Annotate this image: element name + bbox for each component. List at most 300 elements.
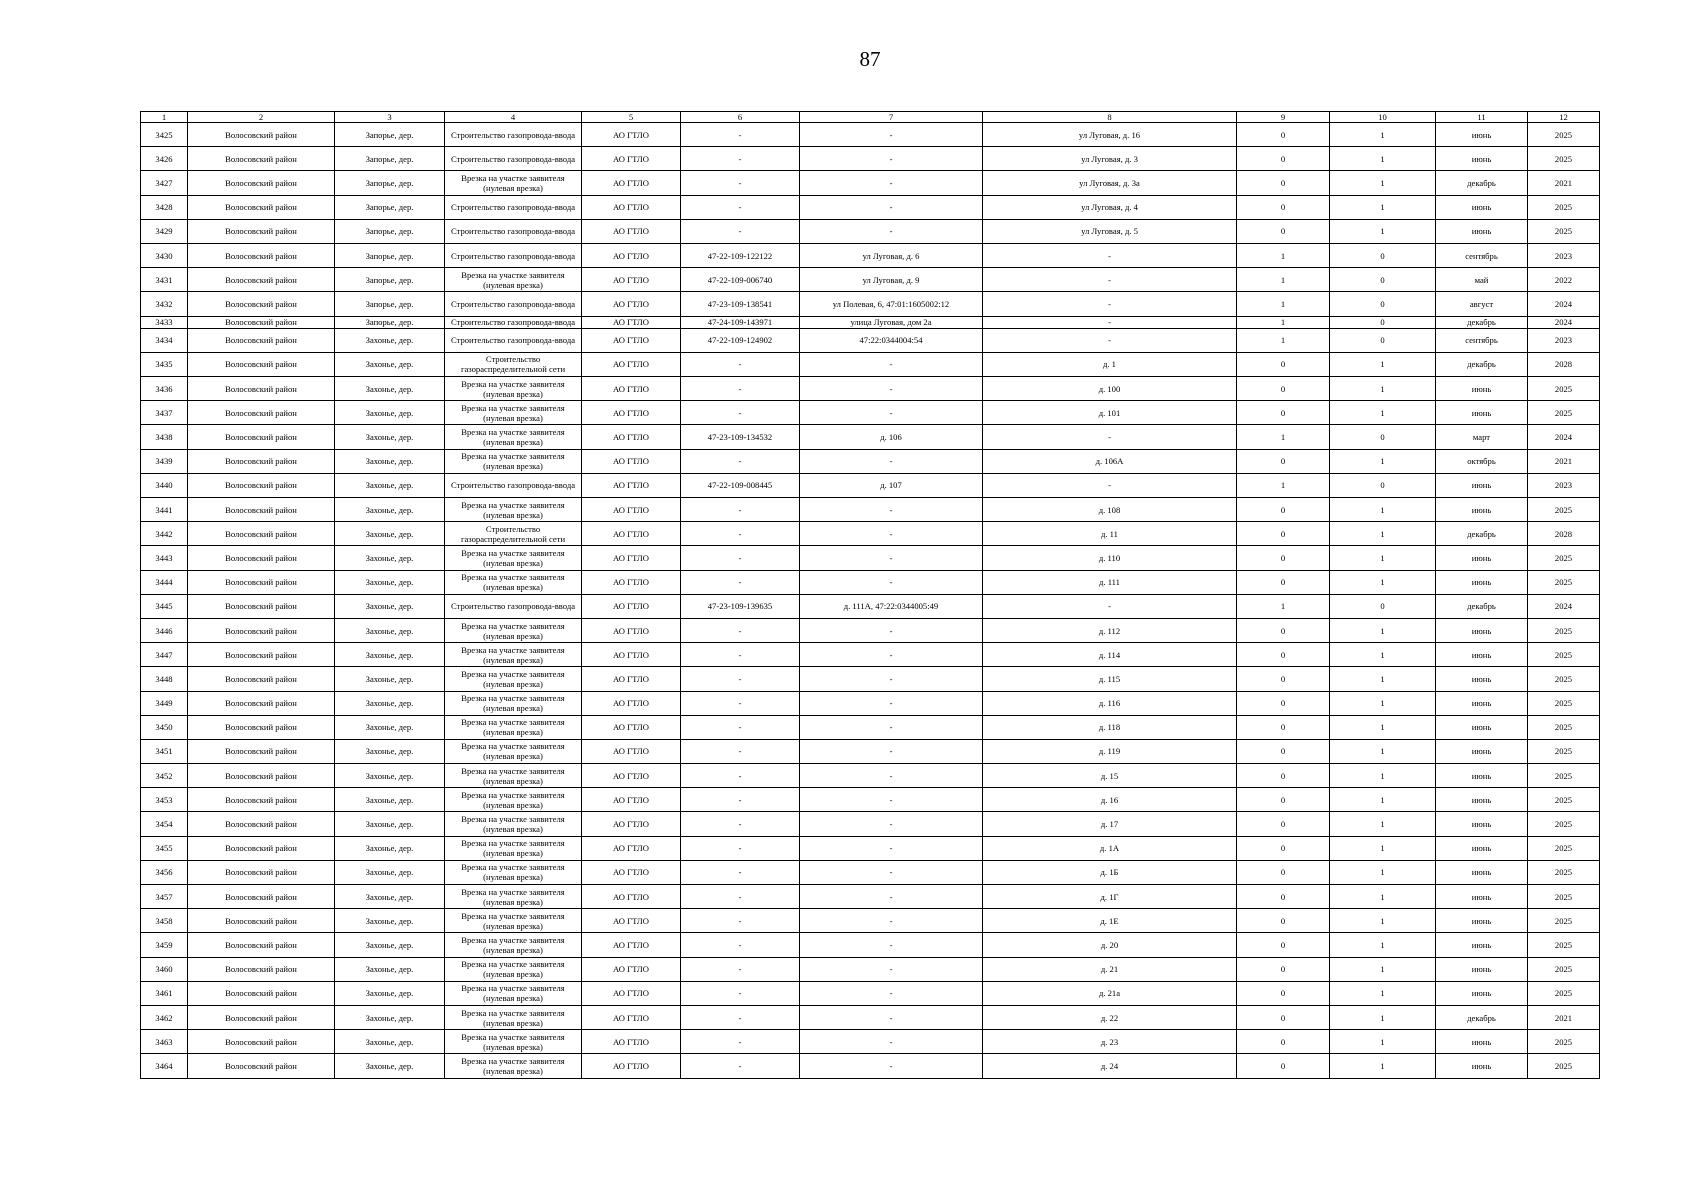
year-cell: 2025 <box>1528 219 1600 243</box>
table-row <box>141 812 1600 836</box>
organization-cell: АО ГТЛО <box>582 812 681 836</box>
year-cell: 2025 <box>1528 498 1600 522</box>
count-cell: 0 <box>1237 147 1330 171</box>
district-cell: Волосовский район <box>188 957 335 981</box>
count-cell: 0 <box>1237 860 1330 884</box>
count-cell: 0 <box>1237 739 1330 763</box>
row-number: 3445 <box>141 594 188 618</box>
settlement-cell: Захонье, дер. <box>335 498 445 522</box>
code-cell: 47-22-109-008445 <box>681 473 800 497</box>
count-cell: 0 <box>1237 885 1330 909</box>
year-cell: 2023 <box>1528 243 1600 267</box>
code-cell: - <box>681 195 800 219</box>
count-cell: 1 <box>1330 788 1436 812</box>
object-cell: - <box>800 401 983 425</box>
table-row <box>141 522 1600 546</box>
organization-cell: АО ГТЛО <box>582 425 681 449</box>
work-type-cell: Врезка на участке заявителя (нулевая врезка) <box>445 860 582 884</box>
month-cell: июнь <box>1436 667 1528 691</box>
code-cell: - <box>681 812 800 836</box>
count-cell: 0 <box>1237 812 1330 836</box>
count-cell: 1 <box>1330 667 1436 691</box>
count-cell: 1 <box>1330 618 1436 642</box>
object-cell: - <box>800 933 983 957</box>
count-cell: 0 <box>1237 667 1330 691</box>
organization-cell: АО ГТЛО <box>582 618 681 642</box>
count-cell: 0 <box>1330 243 1436 267</box>
count-cell: 0 <box>1237 377 1330 401</box>
organization-cell: АО ГТЛО <box>582 885 681 909</box>
organization-cell: АО ГТЛО <box>582 691 681 715</box>
count-cell: 1 <box>1330 570 1436 594</box>
district-cell: Волосовский район <box>188 885 335 909</box>
address-cell: д. 106А <box>983 449 1237 473</box>
row-number: 3453 <box>141 788 188 812</box>
row-number: 3464 <box>141 1054 188 1078</box>
count-cell: 1 <box>1330 957 1436 981</box>
year-cell: 2025 <box>1528 764 1600 788</box>
row-number: 3461 <box>141 981 188 1005</box>
year-cell: 2025 <box>1528 957 1600 981</box>
code-cell: - <box>681 1005 800 1029</box>
code-cell: - <box>681 739 800 763</box>
work-type-cell: Врезка на участке заявителя (нулевая врезка) <box>445 449 582 473</box>
work-type-cell: Строительство газораспределительной сети <box>445 522 582 546</box>
settlement-cell: Запорье, дер. <box>335 316 445 328</box>
district-cell: Волосовский район <box>188 292 335 316</box>
object-cell: - <box>800 546 983 570</box>
district-cell: Волосовский район <box>188 219 335 243</box>
year-cell: 2021 <box>1528 171 1600 195</box>
count-cell: 0 <box>1330 268 1436 292</box>
column-header: 11 <box>1436 112 1528 123</box>
settlement-cell: Захонье, дер. <box>335 546 445 570</box>
count-cell: 0 <box>1237 171 1330 195</box>
object-cell: - <box>800 691 983 715</box>
district-cell: Волосовский район <box>188 352 335 376</box>
address-cell: - <box>983 316 1237 328</box>
table-row <box>141 123 1600 147</box>
table-row <box>141 667 1600 691</box>
year-cell: 2023 <box>1528 328 1600 352</box>
code-cell: - <box>681 522 800 546</box>
count-cell: 1 <box>1330 885 1436 909</box>
code-cell: 47-22-109-006740 <box>681 268 800 292</box>
settlement-cell: Запорье, дер. <box>335 292 445 316</box>
district-cell: Волосовский район <box>188 401 335 425</box>
settlement-cell: Захонье, дер. <box>335 981 445 1005</box>
work-type-cell: Врезка на участке заявителя (нулевая врезка) <box>445 498 582 522</box>
count-cell: 1 <box>1330 836 1436 860</box>
settlement-cell: Захонье, дер. <box>335 1005 445 1029</box>
address-cell: д. 111 <box>983 570 1237 594</box>
column-header: 6 <box>681 112 800 123</box>
month-cell: июнь <box>1436 933 1528 957</box>
month-cell: июнь <box>1436 1030 1528 1054</box>
work-type-cell: Врезка на участке заявителя (нулевая врезка) <box>445 570 582 594</box>
table-row <box>141 1005 1600 1029</box>
object-cell: - <box>800 219 983 243</box>
address-cell: д. 16 <box>983 788 1237 812</box>
organization-cell: АО ГТЛО <box>582 328 681 352</box>
code-cell: - <box>681 788 800 812</box>
settlement-cell: Захонье, дер. <box>335 1054 445 1078</box>
count-cell: 1 <box>1330 643 1436 667</box>
year-cell: 2025 <box>1528 739 1600 763</box>
district-cell: Волосовский район <box>188 1054 335 1078</box>
column-header: 5 <box>582 112 681 123</box>
code-cell: - <box>681 957 800 981</box>
organization-cell: АО ГТЛО <box>582 195 681 219</box>
work-type-cell: Врезка на участке заявителя (нулевая врезка) <box>445 933 582 957</box>
row-number: 3425 <box>141 123 188 147</box>
count-cell: 1 <box>1330 691 1436 715</box>
table-row <box>141 643 1600 667</box>
work-type-cell: Строительство газопровода-ввода <box>445 123 582 147</box>
organization-cell: АО ГТЛО <box>582 909 681 933</box>
work-type-cell: Врезка на участке заявителя (нулевая врезка) <box>445 691 582 715</box>
table-row <box>141 594 1600 618</box>
count-cell: 1 <box>1330 981 1436 1005</box>
year-cell: 2028 <box>1528 522 1600 546</box>
row-number: 3455 <box>141 836 188 860</box>
count-cell: 0 <box>1237 618 1330 642</box>
row-number: 3426 <box>141 147 188 171</box>
table-row <box>141 473 1600 497</box>
count-cell: 0 <box>1237 219 1330 243</box>
year-cell: 2025 <box>1528 981 1600 1005</box>
month-cell: июнь <box>1436 981 1528 1005</box>
settlement-cell: Захонье, дер. <box>335 739 445 763</box>
work-type-cell: Строительство газопровода-ввода <box>445 328 582 352</box>
year-cell: 2025 <box>1528 1030 1600 1054</box>
address-cell: д. 108 <box>983 498 1237 522</box>
district-cell: Волосовский район <box>188 1005 335 1029</box>
year-cell: 2025 <box>1528 147 1600 171</box>
organization-cell: АО ГТЛО <box>582 981 681 1005</box>
table-row <box>141 957 1600 981</box>
object-cell: - <box>800 836 983 860</box>
month-cell: июнь <box>1436 498 1528 522</box>
work-type-cell: Врезка на участке заявителя (нулевая врезка) <box>445 667 582 691</box>
year-cell: 2025 <box>1528 885 1600 909</box>
district-cell: Волосовский район <box>188 195 335 219</box>
district-cell: Волосовский район <box>188 147 335 171</box>
count-cell: 0 <box>1330 328 1436 352</box>
month-cell: июнь <box>1436 643 1528 667</box>
table-row <box>141 352 1600 376</box>
object-cell: 47:22:0344004:54 <box>800 328 983 352</box>
code-cell: - <box>681 449 800 473</box>
table-row <box>141 147 1600 171</box>
object-cell: - <box>800 981 983 1005</box>
year-cell: 2025 <box>1528 570 1600 594</box>
organization-cell: АО ГТЛО <box>582 836 681 860</box>
work-type-cell: Врезка на участке заявителя (нулевая врезка) <box>445 885 582 909</box>
organization-cell: АО ГТЛО <box>582 473 681 497</box>
year-cell: 2023 <box>1528 473 1600 497</box>
settlement-cell: Захонье, дер. <box>335 618 445 642</box>
count-cell: 1 <box>1330 1054 1436 1078</box>
page-number: 87 <box>859 47 881 71</box>
district-cell: Волосовский район <box>188 643 335 667</box>
month-cell: июнь <box>1436 788 1528 812</box>
object-cell: ул Полевая, 6, 47:01:1605002:12 <box>800 292 983 316</box>
district-cell: Волосовский район <box>188 268 335 292</box>
month-cell: июнь <box>1436 123 1528 147</box>
month-cell: декабрь <box>1436 171 1528 195</box>
count-cell: 1 <box>1330 377 1436 401</box>
count-cell: 1 <box>1330 522 1436 546</box>
month-cell: июнь <box>1436 957 1528 981</box>
table-row <box>141 1030 1600 1054</box>
month-cell: август <box>1436 292 1528 316</box>
count-cell: 1 <box>1330 449 1436 473</box>
column-header: 7 <box>800 112 983 123</box>
year-cell: 2025 <box>1528 1054 1600 1078</box>
month-cell: июнь <box>1436 885 1528 909</box>
code-cell: - <box>681 401 800 425</box>
column-header: 9 <box>1237 112 1330 123</box>
month-cell: июнь <box>1436 860 1528 884</box>
district-cell: Волосовский район <box>188 1030 335 1054</box>
address-cell: д. 112 <box>983 618 1237 642</box>
month-cell: июнь <box>1436 909 1528 933</box>
table-row <box>141 219 1600 243</box>
object-cell: - <box>800 522 983 546</box>
year-cell: 2024 <box>1528 316 1600 328</box>
month-cell: июнь <box>1436 147 1528 171</box>
row-number: 3435 <box>141 352 188 376</box>
year-cell: 2025 <box>1528 933 1600 957</box>
settlement-cell: Запорье, дер. <box>335 147 445 171</box>
work-type-cell: Строительство газопровода-ввода <box>445 243 582 267</box>
work-type-cell: Врезка на участке заявителя (нулевая врезка) <box>445 1005 582 1029</box>
count-cell: 0 <box>1330 425 1436 449</box>
row-number: 3460 <box>141 957 188 981</box>
year-cell: 2021 <box>1528 1005 1600 1029</box>
table-row <box>141 715 1600 739</box>
district-cell: Волосовский район <box>188 933 335 957</box>
settlement-cell: Захонье, дер. <box>335 473 445 497</box>
count-cell: 0 <box>1330 473 1436 497</box>
count-cell: 1 <box>1330 219 1436 243</box>
table-row <box>141 933 1600 957</box>
object-cell: - <box>800 570 983 594</box>
year-cell: 2025 <box>1528 546 1600 570</box>
organization-cell: АО ГТЛО <box>582 764 681 788</box>
address-cell: - <box>983 425 1237 449</box>
organization-cell: АО ГТЛО <box>582 219 681 243</box>
count-cell: 0 <box>1330 594 1436 618</box>
settlement-cell: Захонье, дер. <box>335 449 445 473</box>
table-row <box>141 1054 1600 1078</box>
row-number: 3441 <box>141 498 188 522</box>
organization-cell: АО ГТЛО <box>582 1054 681 1078</box>
year-cell: 2025 <box>1528 377 1600 401</box>
organization-cell: АО ГТЛО <box>582 643 681 667</box>
object-cell: - <box>800 498 983 522</box>
month-cell: июнь <box>1436 739 1528 763</box>
address-cell: д. 101 <box>983 401 1237 425</box>
address-cell: д. 100 <box>983 377 1237 401</box>
row-number: 3456 <box>141 860 188 884</box>
organization-cell: АО ГТЛО <box>582 268 681 292</box>
count-cell: 1 <box>1237 328 1330 352</box>
district-cell: Волосовский район <box>188 449 335 473</box>
object-cell: ул Луговая, д. 6 <box>800 243 983 267</box>
settlement-cell: Захонье, дер. <box>335 860 445 884</box>
row-number: 3451 <box>141 739 188 763</box>
settlement-cell: Запорье, дер. <box>335 171 445 195</box>
row-number: 3431 <box>141 268 188 292</box>
address-cell: д. 116 <box>983 691 1237 715</box>
row-number: 3454 <box>141 812 188 836</box>
work-type-cell: Строительство газопровода-ввода <box>445 594 582 618</box>
count-cell: 1 <box>1330 860 1436 884</box>
row-number: 3438 <box>141 425 188 449</box>
row-number: 3459 <box>141 933 188 957</box>
count-cell: 1 <box>1330 401 1436 425</box>
object-cell: - <box>800 1005 983 1029</box>
address-cell: д. 119 <box>983 739 1237 763</box>
work-type-cell: Врезка на участке заявителя (нулевая врезка) <box>445 788 582 812</box>
year-cell: 2025 <box>1528 667 1600 691</box>
count-cell: 0 <box>1237 546 1330 570</box>
row-number: 3429 <box>141 219 188 243</box>
code-cell: - <box>681 1054 800 1078</box>
table-row <box>141 316 1600 328</box>
code-cell: 47-23-109-138541 <box>681 292 800 316</box>
count-cell: 0 <box>1237 957 1330 981</box>
count-cell: 1 <box>1330 546 1436 570</box>
work-type-cell: Строительство газопровода-ввода <box>445 292 582 316</box>
settlement-cell: Захонье, дер. <box>335 1030 445 1054</box>
table-row <box>141 546 1600 570</box>
object-cell: - <box>800 788 983 812</box>
count-cell: 0 <box>1237 788 1330 812</box>
organization-cell: АО ГТЛО <box>582 1005 681 1029</box>
year-cell: 2025 <box>1528 836 1600 860</box>
row-number: 3436 <box>141 377 188 401</box>
year-cell: 2025 <box>1528 195 1600 219</box>
count-cell: 0 <box>1237 401 1330 425</box>
month-cell: июнь <box>1436 570 1528 594</box>
district-cell: Волосовский район <box>188 522 335 546</box>
row-number: 3443 <box>141 546 188 570</box>
settlement-cell: Захонье, дер. <box>335 425 445 449</box>
object-cell: - <box>800 909 983 933</box>
year-cell: 2028 <box>1528 352 1600 376</box>
row-number: 3449 <box>141 691 188 715</box>
month-cell: декабрь <box>1436 522 1528 546</box>
work-type-cell: Врезка на участке заявителя (нулевая врезка) <box>445 377 582 401</box>
column-header: 1 <box>141 112 188 123</box>
code-cell: - <box>681 860 800 884</box>
count-cell: 0 <box>1237 449 1330 473</box>
object-cell: - <box>800 352 983 376</box>
month-cell: октябрь <box>1436 449 1528 473</box>
address-cell: д. 24 <box>983 1054 1237 1078</box>
organization-cell: АО ГТЛО <box>582 147 681 171</box>
table-row <box>141 425 1600 449</box>
organization-cell: АО ГТЛО <box>582 449 681 473</box>
settlement-cell: Захонье, дер. <box>335 594 445 618</box>
count-cell: 1 <box>1330 123 1436 147</box>
district-cell: Волосовский район <box>188 498 335 522</box>
object-cell: - <box>800 715 983 739</box>
organization-cell: АО ГТЛО <box>582 401 681 425</box>
settlement-cell: Захонье, дер. <box>335 885 445 909</box>
district-cell: Волосовский район <box>188 171 335 195</box>
month-cell: июнь <box>1436 812 1528 836</box>
address-cell: - <box>983 328 1237 352</box>
table-row <box>141 498 1600 522</box>
year-cell: 2025 <box>1528 812 1600 836</box>
district-cell: Волосовский район <box>188 377 335 401</box>
column-header: 2 <box>188 112 335 123</box>
count-cell: 1 <box>1330 1030 1436 1054</box>
year-cell: 2025 <box>1528 715 1600 739</box>
object-cell: - <box>800 860 983 884</box>
count-cell: 0 <box>1237 764 1330 788</box>
table-row <box>141 909 1600 933</box>
object-cell: - <box>800 195 983 219</box>
work-type-cell: Строительство газопровода-ввода <box>445 147 582 171</box>
year-cell: 2024 <box>1528 425 1600 449</box>
object-cell: д. 106 <box>800 425 983 449</box>
code-cell: - <box>681 1030 800 1054</box>
row-number: 3446 <box>141 618 188 642</box>
row-number: 3442 <box>141 522 188 546</box>
object-cell: - <box>800 764 983 788</box>
organization-cell: АО ГТЛО <box>582 352 681 376</box>
work-type-cell: Врезка на участке заявителя (нулевая врезка) <box>445 981 582 1005</box>
code-cell: - <box>681 909 800 933</box>
count-cell: 0 <box>1237 522 1330 546</box>
address-cell: д. 23 <box>983 1030 1237 1054</box>
table-row <box>141 292 1600 316</box>
row-number: 3444 <box>141 570 188 594</box>
address-cell: д. 115 <box>983 667 1237 691</box>
address-cell: д. 21а <box>983 981 1237 1005</box>
district-cell: Волосовский район <box>188 594 335 618</box>
object-cell: - <box>800 147 983 171</box>
column-header: 10 <box>1330 112 1436 123</box>
code-cell: - <box>681 618 800 642</box>
month-cell: июнь <box>1436 219 1528 243</box>
district-cell: Волосовский район <box>188 909 335 933</box>
object-cell: - <box>800 667 983 691</box>
settlement-cell: Захонье, дер. <box>335 836 445 860</box>
row-number: 3432 <box>141 292 188 316</box>
count-cell: 0 <box>1330 316 1436 328</box>
month-cell: март <box>1436 425 1528 449</box>
settlement-cell: Захонье, дер. <box>335 909 445 933</box>
code-cell: 47-22-109-122122 <box>681 243 800 267</box>
settlement-cell: Захонье, дер. <box>335 328 445 352</box>
month-cell: сентябрь <box>1436 243 1528 267</box>
address-cell: д. 1 <box>983 352 1237 376</box>
work-type-cell: Врезка на участке заявителя (нулевая врезка) <box>445 715 582 739</box>
object-cell: - <box>800 885 983 909</box>
object-cell: - <box>800 957 983 981</box>
column-header: 12 <box>1528 112 1600 123</box>
address-cell: ул Луговая, д. 3 <box>983 147 1237 171</box>
work-type-cell: Врезка на участке заявителя (нулевая врезка) <box>445 643 582 667</box>
row-number: 3448 <box>141 667 188 691</box>
table-row <box>141 788 1600 812</box>
